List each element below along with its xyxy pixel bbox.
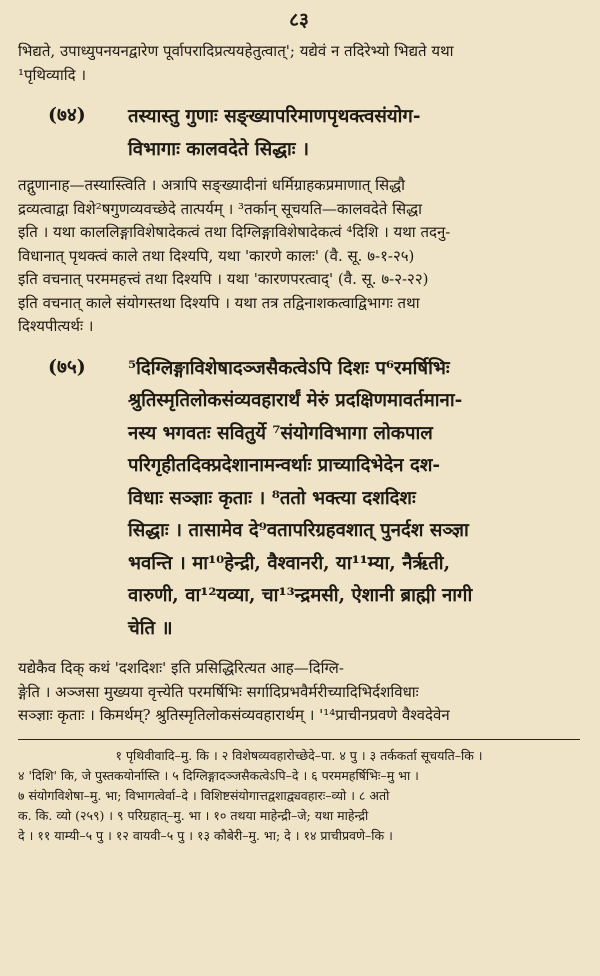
page-number: ८३	[289, 9, 309, 31]
commentary-line: इति वचनात् परममहत्त्वं तथा दिश्यपि । यथा 'कारणपरत्वाद्' (वै. सू. ७-२-२२)	[18, 270, 429, 288]
sutra-number: (७५)	[48, 355, 86, 378]
intro-line: ¹पृथिव्यादि ।	[18, 65, 87, 84]
sutra-line: सिद्धाः । तासामेव दे⁹वतापरिग्रहवशात् पुनर्दश सञ्ज्ञा	[128, 520, 469, 541]
sutra-line: भवन्ति । मा¹⁰हेन्द्री, वैश्वानरी, या¹¹म्या, नैर्ऋती,	[128, 552, 451, 574]
commentary-74	[18, 174, 580, 339]
footnote-line: ७ संयोगविशेषा–मु. भा; विभागत्वेर्वा–दे । विशिष्टसंयोगात्तद्वशाद्व्यवहारः–व्यो । ८ अतो	[18, 787, 390, 803]
sutra-line: नस्य भगवतः सवितुर्ये ⁷संयोगविभागा लोकपाल	[128, 422, 433, 444]
intro-line: भिद्यते, उपाध्युपनयनद्वारेण पूर्वापरादिप्रत्ययहेतुत्वात्'; यद्येवं न तदिरेभ्यो भिद्यते यथा	[18, 42, 454, 60]
commentary-line: सञ्ज्ञाः कृताः । किमर्थम्? श्रुतिस्मृतिलोकसंव्यवहारार्थम् । '¹⁴प्राचीनप्रवणे वैश्वदेवेन	[18, 706, 450, 724]
footnote-divider	[18, 739, 580, 740]
sutra-line: श्रुतिस्मृतिलोकसंव्यवहारार्थं मेरुं प्रदक्षिणमावर्तमाना-	[128, 390, 463, 411]
commentary-75	[18, 657, 580, 728]
commentary-line: ङ्गेति । अञ्जसा मुख्यया वृत्त्येति परमर्षिभिः सर्गादिप्रभवैर्मरीच्यादिभिर्दशविधाः	[18, 682, 419, 701]
footnote-line: दे । ११ याम्यी–५ पु । १२ वायवी–५ पु । १३ कौबेरी–मु. भा; दे । १४ प्राचीप्रवणे–कि ।	[18, 827, 393, 843]
commentary-line: तद्गुणानाह—तस्यास्त्विति । अत्रापि सङ्ख्यादीनां धर्मिग्राहकप्रमाणात् सिद्धौ	[18, 176, 406, 194]
sutra-line: वारुणी, वा¹²यव्या, चा¹³न्द्रमसी, ऐशानी ब्राह्मी नागी	[128, 585, 473, 606]
sutra-75	[18, 353, 580, 646]
sutra-number: (७४)	[48, 104, 86, 126]
sutra-line: विभागाः कालवदेते सिद्धाः ।	[128, 138, 309, 160]
sutra-line: ⁵दिग्लिङ्गाविशेषादञ्जसैकत्वेऽपि दिशः प⁶रमर्षिभिः	[128, 357, 450, 379]
sutra-line: परिगृहीतदिक्प्रदेशानामन्वर्थाः प्राच्यादिभेदेन दश-	[128, 455, 441, 476]
commentary-line: इति वचनात् काले संयोगस्तथा दिश्यपि । यथा तत्र तद्विनाशकत्वाद्विभागः तथा	[18, 293, 420, 312]
intro-paragraph	[18, 40, 580, 87]
commentary-line: विधानात् पृथक्त्वं काले तथा दिश्यपि, यथा 'कारणे कालः' (वै. सू. ७-१-२५)	[18, 246, 415, 265]
sutra-text	[128, 101, 580, 166]
sutra-74	[18, 101, 580, 166]
commentary-line: इति । यथा काललिङ्गाविशेषादेकत्वं तथा दिग्लिङ्गाविशेषादेकत्वं ⁴दिशि । यथा तदनु-	[18, 223, 451, 241]
sutra-line: तस्यास्तु गुणाः सङ्ख्यापरिमाणपृथक्त्वसंयोग-	[128, 106, 421, 127]
footnote-line: क. कि. व्यो (२५९) । ९ परिग्रहात्–मु. भा । १० तथया माहेन्द्री–जे; यथा माहेन्द्री	[18, 807, 369, 823]
footnotes	[18, 746, 580, 846]
commentary-line: यद्येकैव दिक् कथं 'दशदिशः' इति प्रसिद्धिरित्यत आह—दिग्लि-	[18, 659, 344, 677]
sutra-line: चेति ॥	[128, 617, 173, 639]
commentary-line: द्रव्यत्वाद्वा विशे²षगुणव्यवच्छेदे तात्पर्यम् । ³तर्कान् सूचयति—कालवदेते सिद्धा	[18, 199, 423, 218]
footnote-line: ४ 'दिशि' कि, जे पुस्तकयोर्नास्ति । ५ दिग्लिङ्गादञ्जसैकत्वेऽपि–दे । ६ परममहर्षिभिः–मु भा ।	[18, 767, 419, 783]
sutra-line: विधाः सञ्ज्ञाः कृताः । ⁸ततो भक्त्या दशदिशः	[128, 487, 416, 509]
sutra-text	[128, 353, 580, 646]
footnote-line: १ पृथिवीवादि–मु. कि । २ विशेषव्यवहारोच्छेदे–पा. ४ पु । ३ तर्ककर्ता सूचयति–कि ।	[115, 747, 483, 763]
commentary-line: दिश्यपीत्यर्थः ।	[18, 317, 94, 335]
